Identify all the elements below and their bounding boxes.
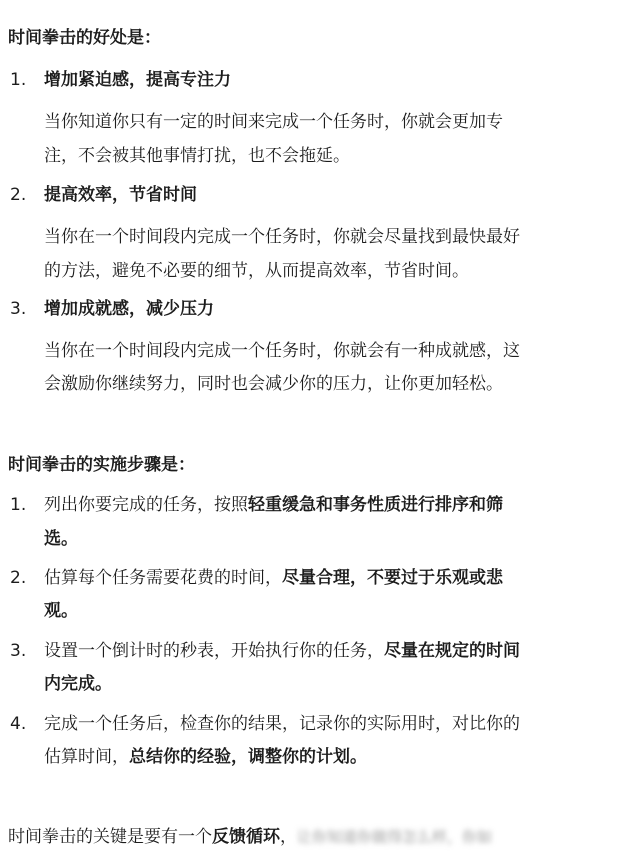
benefit-1-desc-line-1: 当你知道你只有一定的时间来完成一个任务时，你就会更加专 <box>44 112 503 132</box>
step-3-text: 设置一个倒计时的秒表，开始执行你的任务， <box>44 641 384 661</box>
feedback-text: 时间拳击的关键是要有一个 <box>8 827 212 847</box>
benefit-2-desc-line-2: 的方法，避免不必要的细节，从而提高效率，节省时间。 <box>44 261 469 281</box>
step-4-text-end: 估算时间， <box>44 747 129 767</box>
benefit-3-title: 增加成就感，减少压力 <box>44 299 214 319</box>
benefit-2-title: 提高效率，节省时间 <box>44 185 197 205</box>
step-1-emphasis-end: 选。 <box>44 529 78 549</box>
step-3-emphasis-end: 内完成。 <box>44 674 112 694</box>
benefit-1-title: 增加紧迫感，提高专注力 <box>44 70 231 90</box>
step-1-number: 1. <box>10 495 27 515</box>
step-2-line-2 <box>44 600 78 622</box>
step-3-line-2 <box>44 673 112 695</box>
step-4-text: 完成一个任务后，检查你的结果，记录你的实际用时，对比你的 <box>44 714 520 734</box>
step-3-emphasis: 尽量在规定的时间 <box>384 641 520 661</box>
step-1-emphasis: 轻重缓急和事务性质进行排序和筛 <box>248 495 503 515</box>
step-4-emphasis: 总结你的经验，调整你的计划。 <box>129 747 367 767</box>
step-4-number: 4. <box>10 714 27 734</box>
step-2-text: 估算每个任务需要花费的时间， <box>44 568 282 588</box>
feedback-emphasis: 反馈循环 <box>212 827 280 847</box>
step-2-line-1 <box>44 567 503 589</box>
benefit-3-desc-line-2: 会激励你继续努力，同时也会减少你的压力，让你更加轻松。 <box>44 374 503 394</box>
step-3-number: 3. <box>10 641 27 661</box>
step-3-line-1 <box>44 640 520 662</box>
step-2-emphasis: 尽量合理，不要过于乐观或悲 <box>282 568 503 588</box>
benefit-1-desc-line-2: 注，不会被其他事情打扰，也不会拖延。 <box>44 146 350 166</box>
benefit-2-desc-line-1: 当你在一个时间段内完成一个任务时，你就会尽量找到最快最好 <box>44 227 520 247</box>
feedback-loop-line <box>8 826 492 848</box>
benefit-2-number: 2. <box>10 185 27 205</box>
step-1-line-2 <box>44 528 78 550</box>
step-1-line-1 <box>44 494 503 516</box>
step-2-emphasis-end: 观。 <box>44 601 78 621</box>
step-4-line-2 <box>44 746 367 768</box>
benefit-3-desc-line-1: 当你在一个时间段内完成一个任务时，你就会有一种成就感，这 <box>44 341 520 361</box>
benefit-1-number: 1. <box>10 70 27 90</box>
steps-heading: 时间拳击的实施步骤是： <box>8 455 195 475</box>
feedback-punct: ， <box>280 827 297 847</box>
step-1-text: 列出你要完成的任务，按照 <box>44 495 248 515</box>
step-2-number: 2. <box>10 568 27 588</box>
blurred-text: 让你知道你做得怎么样，你如 <box>297 828 493 846</box>
benefits-heading: 时间拳击的好处是： <box>8 28 161 48</box>
benefit-3-number: 3. <box>10 299 27 319</box>
step-4-line-1 <box>44 713 520 735</box>
